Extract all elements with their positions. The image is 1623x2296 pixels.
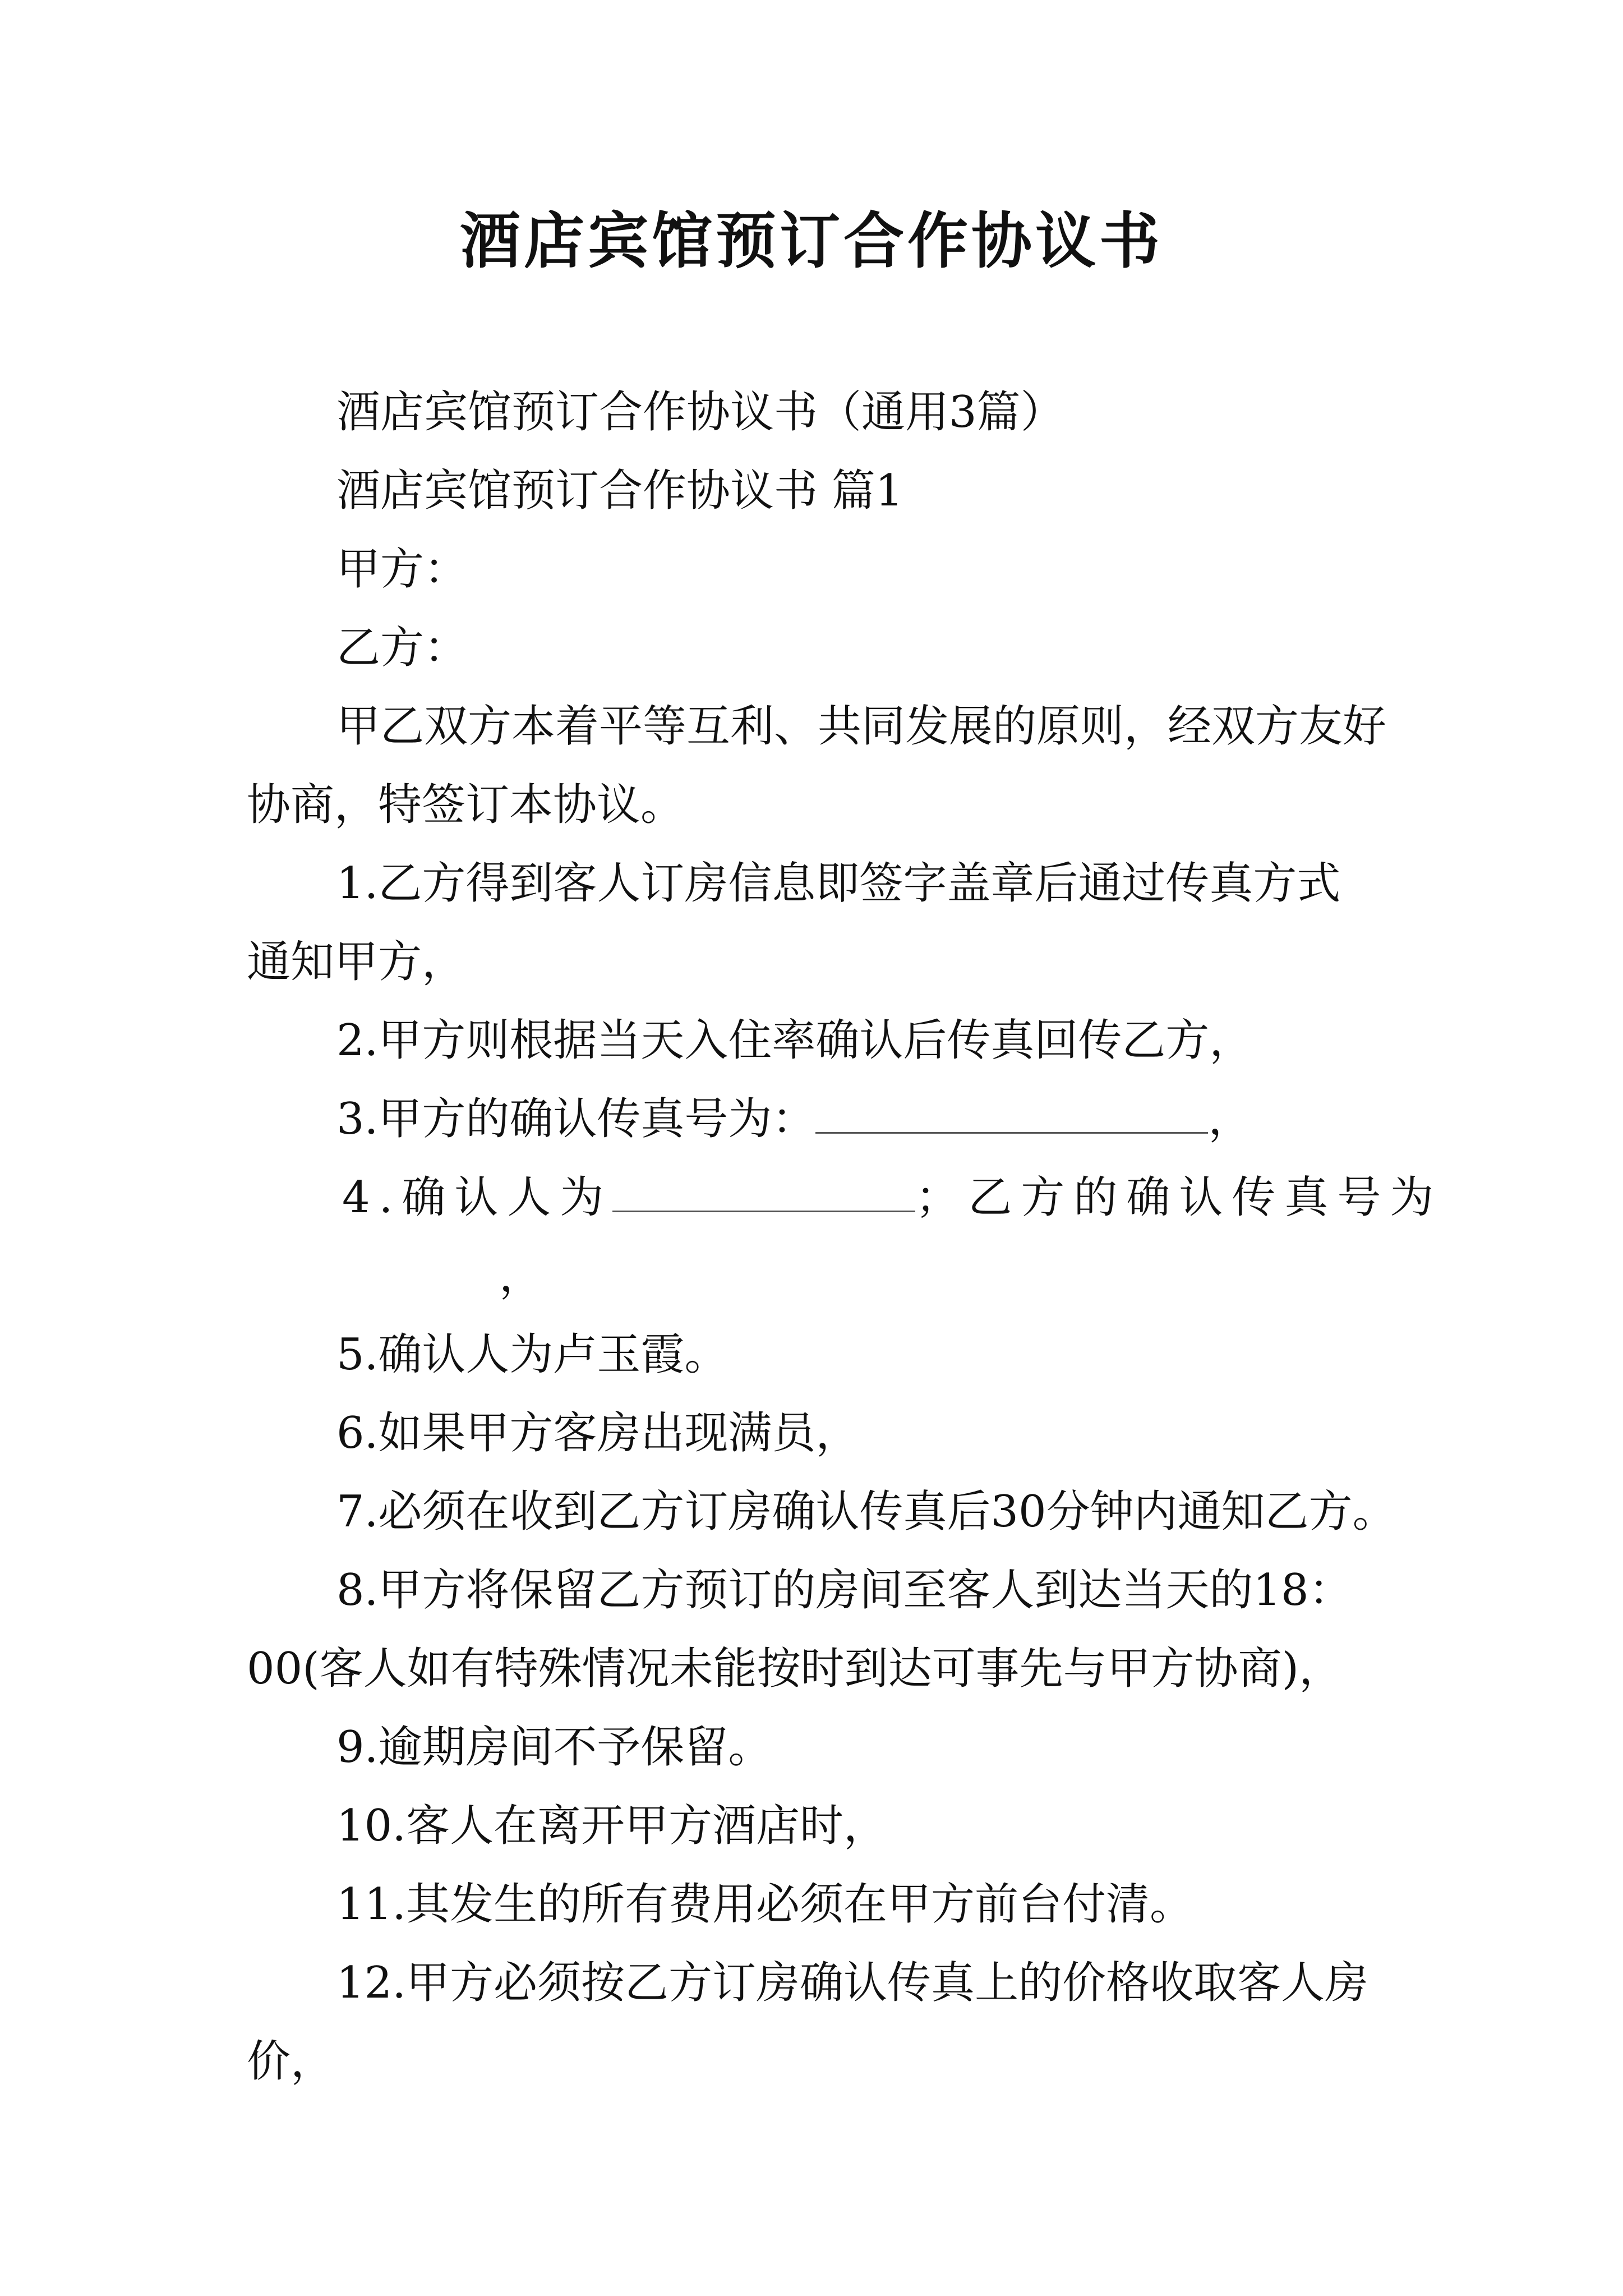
clause-1-line-1: 1.乙方得到客人订房信息即签字盖章后通过传真方式 (336, 858, 1341, 909)
clause-4-continuation: ；乙方的确认传真号为 (915, 1172, 1443, 1223)
document-subtitle: 酒店宾馆预订合作协议书（通用3篇） (336, 387, 1064, 438)
clause-12-line-1: 12.甲方必须按乙方订房确认传真上的价格收取客人房 (336, 1958, 1369, 2008)
clause-11: 11.其发生的所有费用必须在甲方前台付清。 (336, 1879, 1194, 1930)
clause-4 (342, 1167, 1442, 1228)
clause-7: 7.必须在收到乙方订房确认传真后30分钟内通知乙方。 (336, 1487, 1396, 1537)
clause-12-line-2: 价， (247, 2036, 335, 2087)
clause-9: 9.逾期房间不予保留。 (336, 1722, 772, 1773)
clause-5: 5.确认人为卢玉霞。 (336, 1329, 728, 1380)
clause-10: 10.客人在离开甲方酒店时， (336, 1801, 888, 1851)
intro-paragraph-line-1: 甲乙双方本着平等互利、共同发展的原则，经双方友好 (336, 701, 1387, 752)
clause-4-line-2: ， (499, 1251, 543, 1301)
clause-6: 6.如果甲方客房出现满员， (336, 1408, 860, 1458)
clause-3 (336, 1088, 1252, 1150)
party-b-label: 乙方： (336, 623, 468, 673)
clause-1-line-2: 通知甲方， (247, 937, 466, 987)
clause-3-punctuation: ， (1208, 1094, 1252, 1144)
section-heading: 酒店宾馆预订合作协议书 篇1 (336, 466, 903, 516)
clause-2: 2.甲方则根据当天入住率确认后传真回传乙方， (336, 1015, 1253, 1066)
fax-number-blank (815, 1093, 1208, 1134)
clause-8-line-1: 8.甲方将保留乙方预订的房间至客人到达当天的18： (336, 1565, 1353, 1616)
clause-8-line-2: 00(客人如有特殊情况未能按时到达可事先与甲方协商)， (247, 1644, 1343, 1694)
intro-paragraph-line-2: 协商，特签订本协议。 (247, 780, 685, 830)
document-title: 酒店宾馆预订合作协议书 (459, 206, 1163, 277)
clause-4-text: 4.确认人为 (342, 1172, 613, 1223)
confirmer-blank (612, 1171, 915, 1212)
party-a-label: 甲方： (336, 544, 468, 595)
clause-3-text: 3.甲方的确认传真号为： (336, 1094, 816, 1144)
